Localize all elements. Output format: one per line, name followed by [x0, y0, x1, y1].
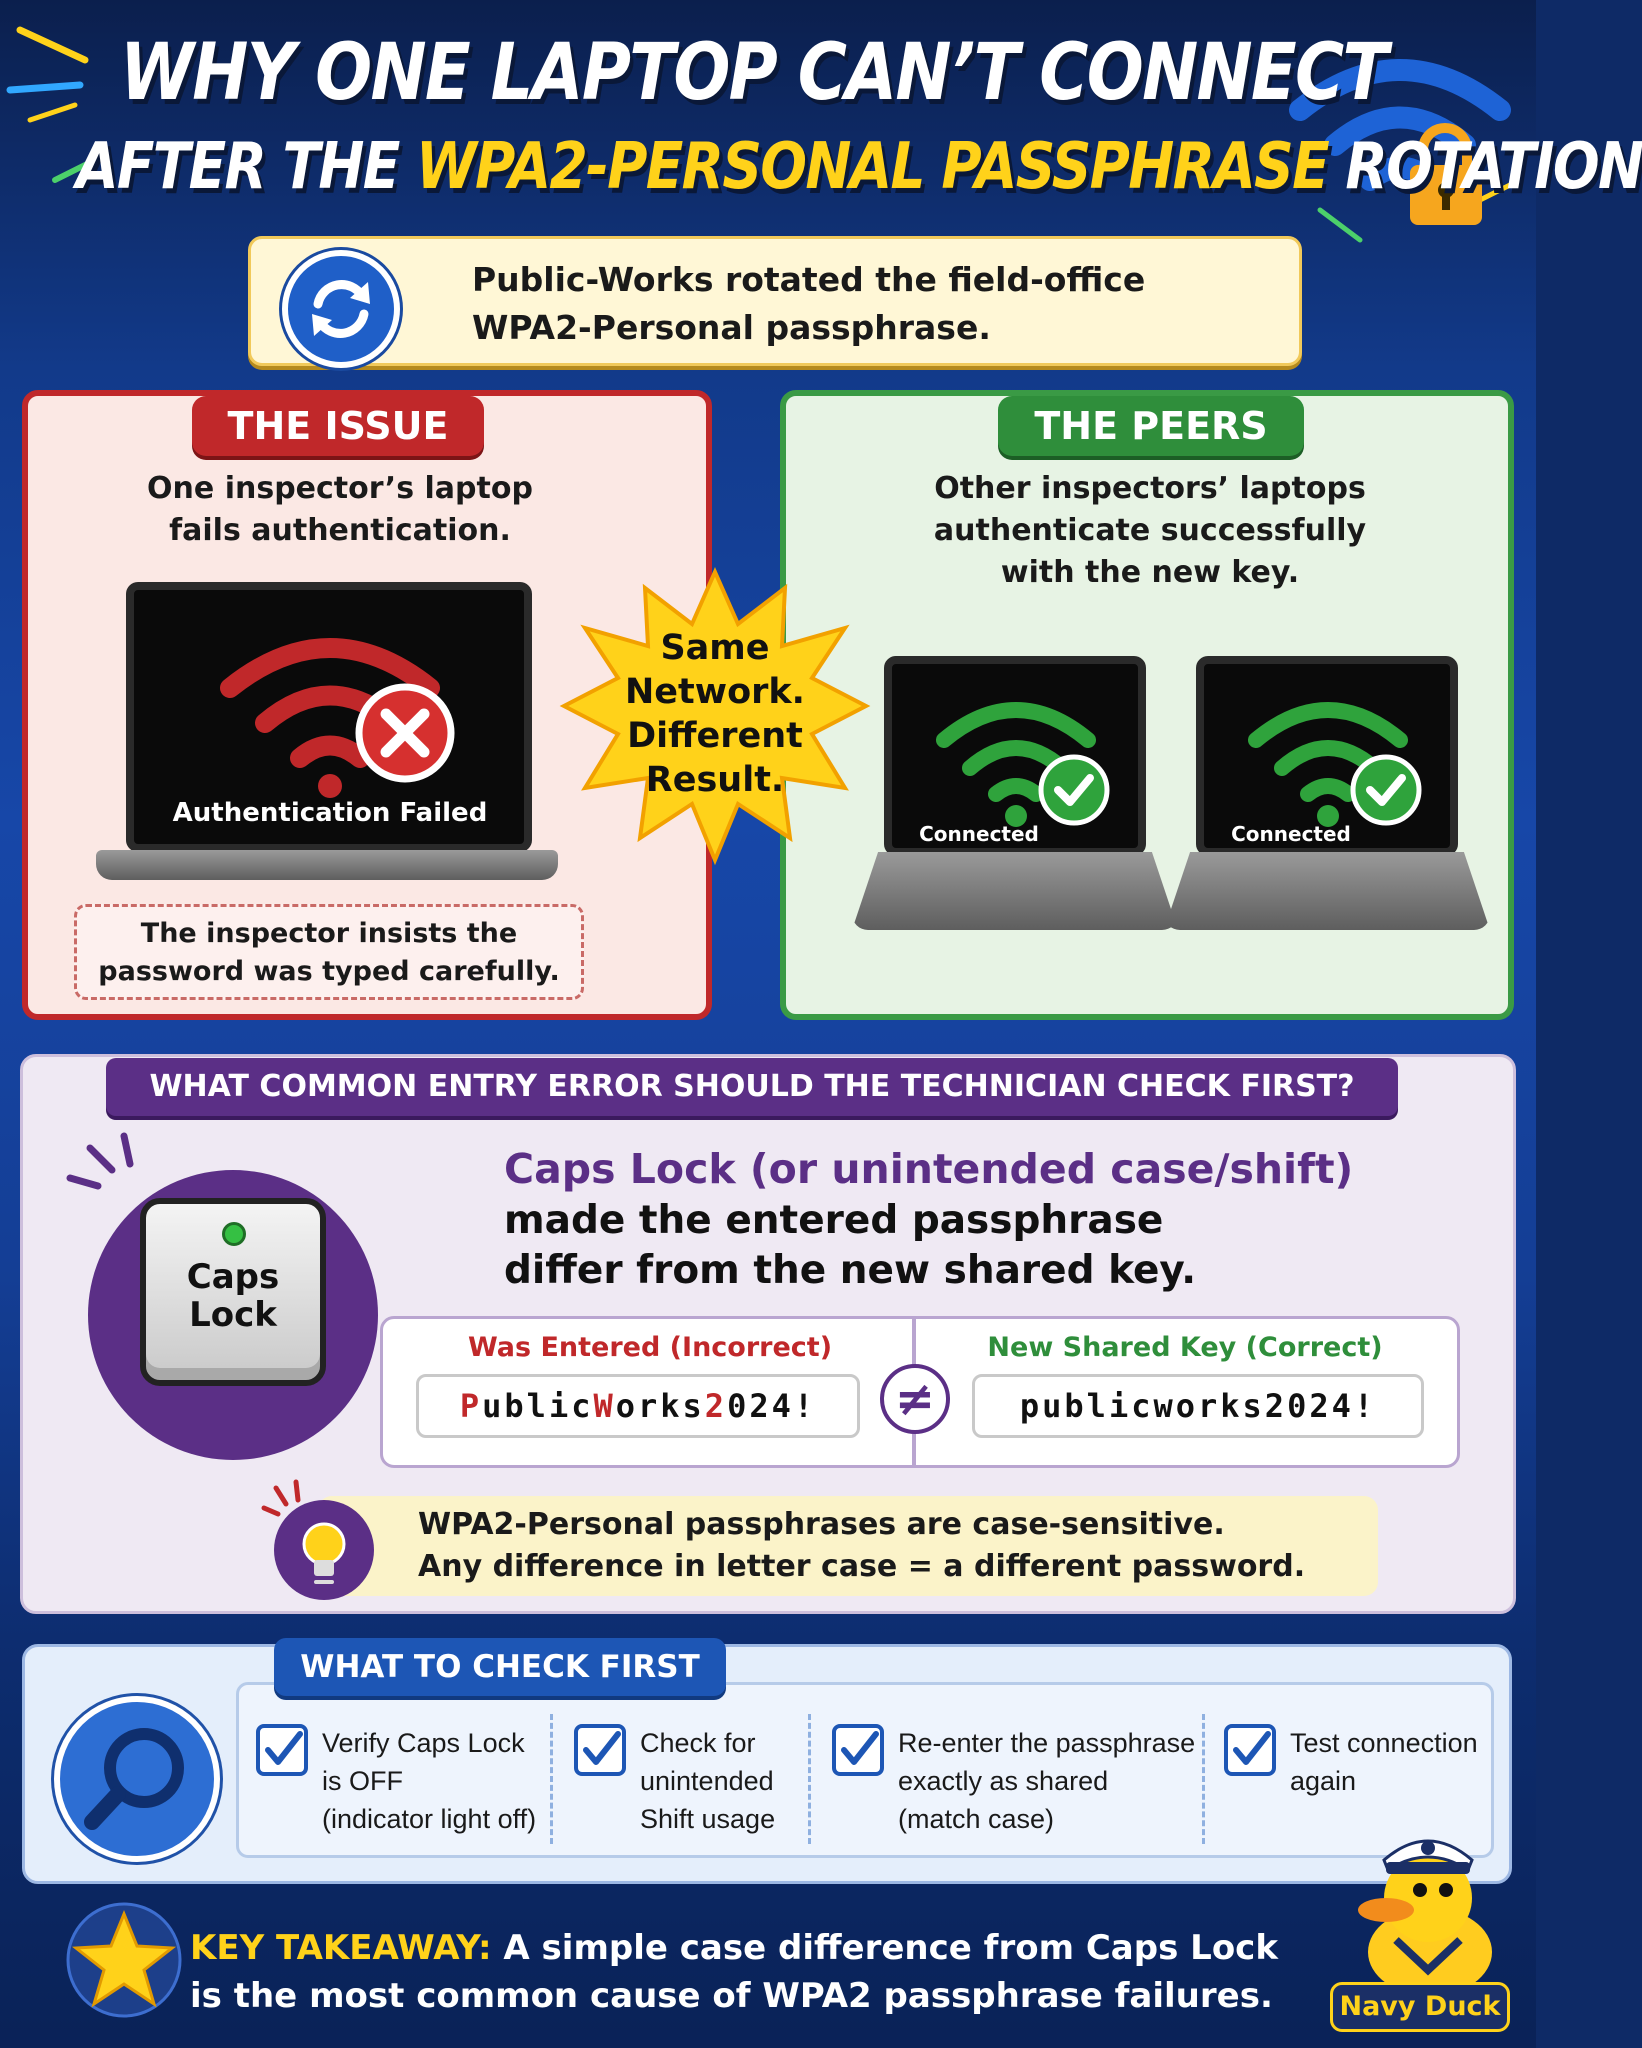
- check-first-label: WHAT TO CHECK FIRST: [274, 1638, 726, 1696]
- question-banner: WHAT COMMON ENTRY ERROR SHOULD THE TECHNICIAN CHECK FIRST?: [106, 1058, 1398, 1116]
- step-separator: [550, 1714, 553, 1844]
- step-line: again: [1290, 1766, 1357, 1796]
- tip-line2: Any difference in letter case = a different password.: [418, 1549, 1306, 1584]
- check-step-2: [574, 1724, 775, 1838]
- burst-line3: Different: [627, 716, 803, 756]
- magnifier-icon: [54, 1696, 220, 1862]
- page-title-line2: [76, 130, 1642, 204]
- duck-mascot-icon: [1336, 1820, 1516, 2000]
- entered-segment: orks: [615, 1387, 705, 1425]
- wifi-connected-icon: [1238, 680, 1438, 830]
- check-step-4: [1224, 1724, 1478, 1800]
- intro-line2: WPA2-Personal passphrase.: [472, 308, 991, 347]
- answer-body: [504, 1196, 1404, 1296]
- auth-failed-text: Authentication Failed: [172, 798, 488, 828]
- wifi-error-icon: [210, 608, 470, 798]
- peers-desc-line2: authenticate successfully: [933, 513, 1367, 548]
- entered-segment: 024!: [727, 1387, 817, 1425]
- issue-note-line1: The inspector insists the: [140, 918, 518, 949]
- peers-desc-line1: Other inspectors’ laptops: [934, 471, 1366, 506]
- correct-passphrase: publicworks2024!: [972, 1374, 1424, 1438]
- burst-line1: Same: [660, 628, 770, 668]
- sync-icon: [282, 250, 400, 368]
- issue-label: THE ISSUE: [192, 396, 484, 456]
- answer-line3: differ from the new shared key.: [504, 1248, 1197, 1293]
- peers-label: THE PEERS: [998, 396, 1304, 456]
- issue-desc-line2: fails authentication.: [169, 513, 511, 548]
- wifi-connected-icon: [926, 680, 1126, 830]
- peer-laptop-1-text: Connected: [919, 822, 1039, 846]
- takeaway-line1: [190, 1924, 1290, 1972]
- check-step-1: [256, 1724, 536, 1838]
- emphasis-marks-icon: [60, 1130, 150, 1200]
- issue-description: [60, 468, 620, 552]
- step-line: Test connection: [1290, 1728, 1478, 1758]
- takeaway-text: [190, 1924, 1290, 2020]
- takeaway-key: KEY TAKEAWAY:: [190, 1928, 492, 1968]
- title-prefix: AFTER THE: [76, 130, 417, 204]
- caps-lock-indicator: [222, 1222, 246, 1246]
- step-line: Shift usage: [640, 1804, 776, 1834]
- tip-text: [418, 1504, 1378, 1588]
- checkbox-icon: [574, 1724, 626, 1776]
- issue-note: [74, 904, 584, 1000]
- step-line: exactly as shared: [898, 1766, 1109, 1796]
- entered-char-upper-p: P: [459, 1387, 483, 1425]
- checkbox-icon: [832, 1724, 884, 1776]
- correct-label: New Shared Key (Correct): [987, 1332, 1383, 1363]
- title-suffix: ROTATION: [1327, 130, 1642, 204]
- peer-laptop-2-base: [1164, 852, 1490, 930]
- step-separator: [1202, 1714, 1205, 1844]
- check-step-text: [322, 1724, 536, 1838]
- peer-laptop-1-base: [852, 852, 1178, 930]
- entered-char-2: 2: [704, 1387, 728, 1425]
- issue-note-line2: password was typed carefully.: [98, 956, 560, 987]
- caps-label-line1: Caps: [186, 1257, 280, 1297]
- entered-char-upper-w: W: [593, 1387, 616, 1425]
- answer-headline: Caps Lock (or unintended case/shift): [504, 1145, 1354, 1193]
- burst-line4: Result.: [645, 760, 785, 800]
- step-line: (match case): [898, 1804, 1055, 1834]
- caps-lock-label: [150, 1258, 316, 1334]
- intro-text: [472, 256, 1272, 352]
- check-step-text: [898, 1724, 1195, 1838]
- step-line: unintended: [640, 1766, 774, 1796]
- checkbox-icon: [256, 1724, 308, 1776]
- emphasis-marks-icon: [258, 1478, 308, 1518]
- intro-line1: Public-Works rotated the field-office: [472, 260, 1146, 299]
- page-title-line1: WHY ONE LAPTOP CAN’T CONNECT: [120, 28, 1387, 118]
- step-line: Re-enter the passphrase: [898, 1728, 1196, 1758]
- check-step-text: [640, 1724, 775, 1838]
- not-equal-icon: ≠: [880, 1364, 950, 1434]
- step-separator: [808, 1714, 811, 1844]
- peers-desc-line3: with the new key.: [1000, 555, 1300, 590]
- check-step-text: [1290, 1724, 1478, 1800]
- burst-text: [600, 626, 830, 802]
- failed-laptop-base: [96, 850, 558, 880]
- step-line: (indicator light off): [322, 1804, 537, 1834]
- step-line: is OFF: [322, 1766, 403, 1796]
- issue-desc-line1: One inspector’s laptop: [147, 471, 533, 506]
- title-highlight: WPA2-PERSONAL PASSPHRASE: [416, 130, 1328, 204]
- peers-description: [860, 468, 1440, 594]
- step-line: Verify Caps Lock: [322, 1728, 525, 1758]
- step-line: Check for: [640, 1728, 756, 1758]
- brand-badge: Navy Duck: [1330, 1982, 1510, 2032]
- star-icon: [64, 1900, 184, 2020]
- takeaway-line2: is the most common cause of WPA2 passphrase failures.: [190, 1976, 1273, 2016]
- caps-label-line2: Lock: [189, 1295, 277, 1335]
- entered-label: Was Entered (Incorrect): [467, 1332, 833, 1363]
- entered-segment: ublic: [482, 1387, 594, 1425]
- check-step-3: [832, 1724, 1195, 1838]
- answer-line2: made the entered passphrase: [504, 1198, 1164, 1243]
- entered-passphrase: [416, 1374, 860, 1438]
- burst-line2: Network.: [625, 672, 805, 712]
- takeaway-line1-rest: A simple case difference from Caps Lock: [491, 1928, 1278, 1968]
- peer-laptop-2-text: Connected: [1231, 822, 1351, 846]
- checkbox-icon: [1224, 1724, 1276, 1776]
- tip-line1: WPA2-Personal passphrases are case-sensitive.: [418, 1507, 1225, 1542]
